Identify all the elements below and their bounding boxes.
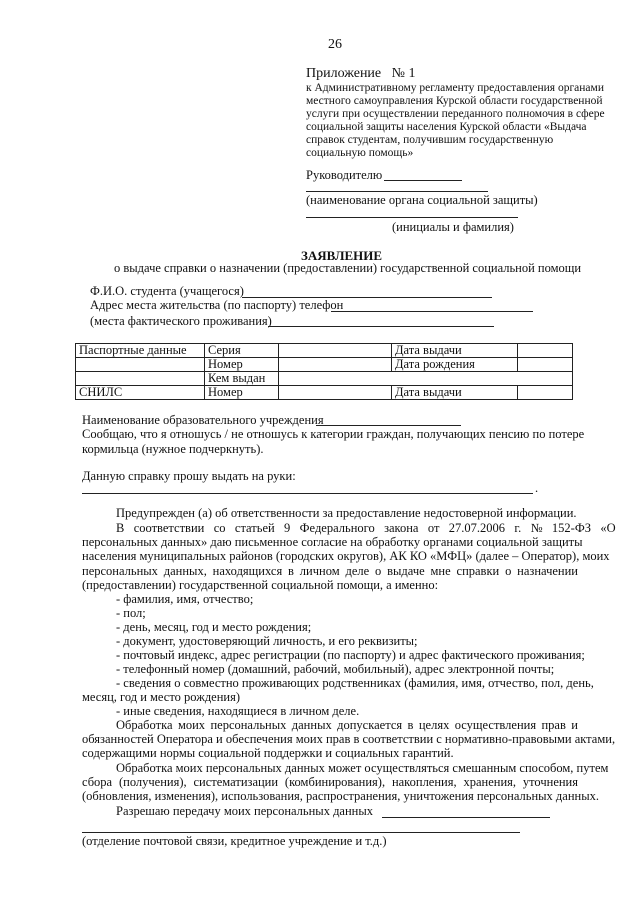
address-label: Адрес места жительства (по паспорту) телефон xyxy=(90,298,344,312)
table-row xyxy=(76,358,573,372)
page-number: 26 xyxy=(328,37,342,52)
actual-address-label: (места фактического проживания) xyxy=(90,314,272,328)
consent-paragraph-line: населения муниципальных районов (городских округов), АК КО «МФЦ» (далее – Оператор), моих xyxy=(82,549,610,563)
appendix-line: справок студентам, получившим государственную xyxy=(306,134,554,146)
number-value-cell[interactable] xyxy=(279,358,392,372)
consent-paragraph-line: персональных данных» даю письменное согласие на обработку органами социальной защиты xyxy=(82,535,583,549)
list-item: - документ, удостоверяющий личность, и его реквизиты; xyxy=(116,634,418,648)
snils-number-value-cell[interactable] xyxy=(279,386,392,400)
list-item: - фамилия, имя, отчество; xyxy=(116,592,254,606)
fio-label: Ф.И.О. студента (учащегося) xyxy=(90,284,244,298)
handout-label: Данную справку прошу выдать на руки: xyxy=(82,469,296,483)
date-issued-label: Дата выдачи xyxy=(392,344,518,358)
snils-date-value-cell[interactable] xyxy=(518,386,573,400)
appendix-line: местного самоуправления Курской области государственной xyxy=(306,95,603,107)
organ-line[interactable] xyxy=(306,191,488,192)
pension-text: кормильца (нужное подчеркнуть). xyxy=(82,442,264,456)
organ-caption: (наименование органа социальной защиты) xyxy=(306,193,538,207)
appendix-line: социальную помощь» xyxy=(306,147,414,159)
consent-paragraph-line: персональных данных, находящихся в личном деле о выдаче мне справки о назначении xyxy=(82,564,578,578)
processing-paragraph-line: содержащими нормы социальной поддержки и социальных гарантий. xyxy=(82,746,454,760)
footer-caption: (отделение почтовой связи, кредитное учреждение и т.д.) xyxy=(82,834,387,848)
birth-date-value-cell[interactable] xyxy=(518,358,573,372)
method-paragraph-line: (обновления, изменения), использования, распространения, уничтожения персональных данных. xyxy=(82,789,599,803)
snils-date-label: Дата выдачи xyxy=(392,386,518,400)
list-item: - иные сведения, находящиеся в личном деле. xyxy=(116,704,360,718)
transfer-input-line[interactable] xyxy=(382,817,550,818)
processing-paragraph-line: обязанностей Оператора и обеспечения моих прав в соответствии с нормативно-правовыми актами, xyxy=(82,732,616,746)
series-label: Серия xyxy=(205,344,279,358)
method-paragraph-line: Обработка моих персональных данных может осуществляться смешанным способом, путем xyxy=(116,761,609,775)
series-value-cell[interactable] xyxy=(279,344,392,358)
empty-cell xyxy=(76,372,205,386)
statement-subtitle: о выдаче справки о назначении (предоставлении) государственной социальной помощи xyxy=(114,261,582,275)
handout-dot: . xyxy=(535,481,539,495)
handout-input-line[interactable] xyxy=(82,493,533,494)
appendix-line: к Административному регламенту предоставления органами xyxy=(306,82,604,94)
initials-line[interactable] xyxy=(306,217,518,218)
table-row xyxy=(76,344,573,358)
list-item: - сведения о совместно проживающих родственниках (фамилия, имя, отчество, пол, день, xyxy=(116,676,594,690)
transfer-label: Разрешаю передачу моих персональных данных xyxy=(116,804,374,818)
education-label: Наименование образовательного учреждения xyxy=(82,413,324,427)
passport-table xyxy=(75,343,573,400)
warning-text: Предупрежден (а) об ответственности за предоставление недостоверной информации. xyxy=(116,506,577,520)
snils-label: СНИЛС xyxy=(76,386,205,400)
processing-paragraph-line: Обработка моих персональных данных допускается в целях осуществления прав и xyxy=(116,718,578,732)
initials-caption: (инициалы и фамилия) xyxy=(392,220,514,234)
head-label: Руководителю xyxy=(306,168,383,182)
education-input-line[interactable] xyxy=(316,425,461,426)
appendix-line: услуги при осуществлении переданного полномочия в сфере xyxy=(306,108,605,120)
consent-paragraph-line: (предоставлении) государственной социальной помощи, а именно: xyxy=(82,578,439,592)
birth-date-label: Дата рождения xyxy=(392,358,518,372)
list-item: - пол; xyxy=(116,606,146,620)
list-item: - день, месяц, год и место рождения; xyxy=(116,620,312,634)
date-issued-value-cell[interactable] xyxy=(518,344,573,358)
head-name-line[interactable] xyxy=(384,180,462,181)
table-row xyxy=(76,386,573,400)
consent-paragraph-line: В соответствии со статьей 9 Федерального закона от 27.07.2006 г. № 152-ФЗ «О xyxy=(116,521,616,535)
statement-title: ЗАЯВЛЕНИЕ xyxy=(301,248,383,263)
passport-data-label: Паспортные данные xyxy=(76,344,205,358)
issued-by-value-cell[interactable] xyxy=(279,372,573,386)
empty-cell xyxy=(76,358,205,372)
issued-by-label: Кем выдан xyxy=(205,372,279,386)
method-paragraph-line: сбора (получения), систематизации (комбинирования), накопления, хранения, уточнения xyxy=(82,775,578,789)
list-item: - телефонный номер (домашний, рабочий, мобильный), адрес электронной почты; xyxy=(116,662,555,676)
pension-text: Сообщаю, что я отношусь / не отношусь к категории граждан, получающих пенсию по потере xyxy=(82,427,585,441)
snils-number-label: Номер xyxy=(205,386,279,400)
appendix-title: Приложение № 1 xyxy=(306,66,416,81)
table-row xyxy=(76,372,573,386)
phone-input-line[interactable] xyxy=(331,311,533,312)
transfer-second-line[interactable] xyxy=(82,832,520,833)
actual-address-input-line[interactable] xyxy=(268,326,494,327)
appendix-line: социальной защиты населения Курской области «Выдача xyxy=(306,121,587,133)
list-item: месяц, год и место рождения) xyxy=(82,690,241,704)
number-label: Номер xyxy=(205,358,279,372)
list-item: - почтовый индекс, адрес регистрации (по паспорту) и адрес фактического проживания; xyxy=(116,648,585,662)
